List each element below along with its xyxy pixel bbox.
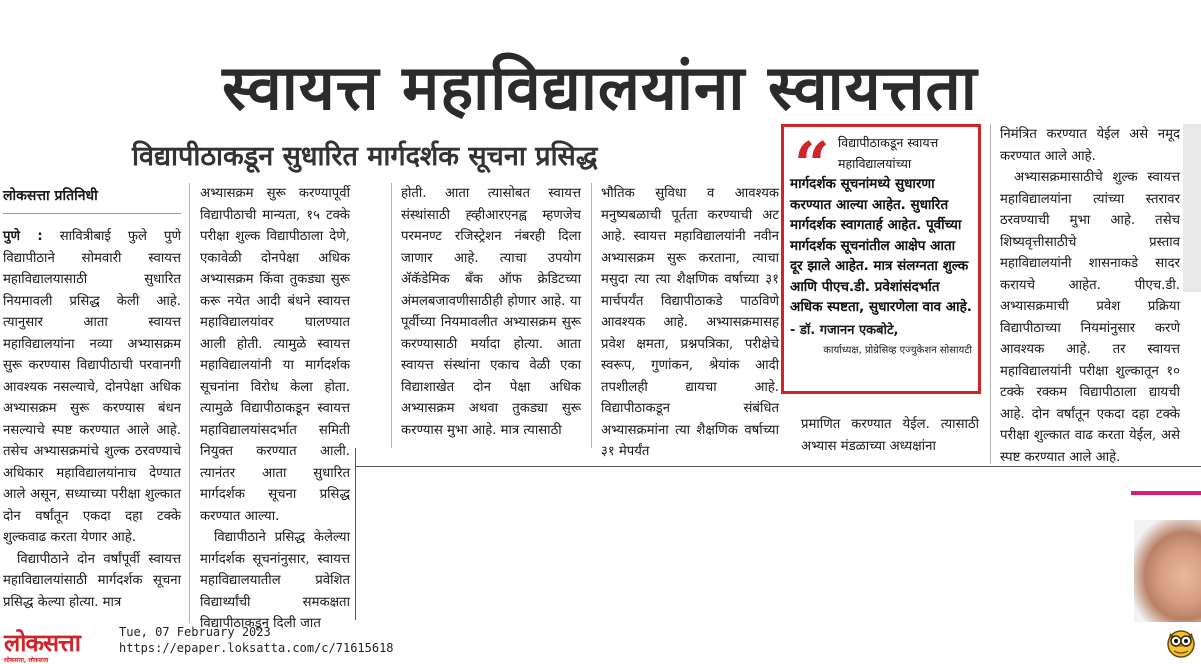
page-edge-strip [1183, 124, 1201, 292]
publication-date: Tue, 07 February 2023 [119, 625, 271, 639]
column-4-paragraph-1: भौतिक सुविधा व आवश्यक मनुष्यबळाची पूर्तता करण्याची अट आहे. स्वायत्त महाविद्यालयांनी नवीन अभ्यासक्रम सुरू करताना, त्याचा मसुदा त्या त्या शैक्षणिक वर्षाच्या ३१ मार्चपर्यंत विद्यापीठाकडे पाठविणे आवश्यक आहे. अभ्यासक्रमासह प्रवेश क्षमता, प्रश्नपत्रिका, परीक्षेचे स्वरूप, गुणांकन, श्रेयांक आदी तपशीलही द्यायचा आहे. विद्यापीठाकडून संबंधित अभ्यासक्रमांना त्या शैक्षणिक वर्षाच्या ३१ मेपर्यंत [601, 186, 779, 459]
pull-quote-lead: विद्यापीठाकडून स्वायत्त महाविद्यालयांच्या [838, 135, 939, 171]
accent-bar [1131, 491, 1201, 495]
article-column-6 [1000, 124, 1180, 468]
column-divider [591, 183, 592, 448]
column-3-paragraph-1: होती. आता त्यासोबत स्वायत्त संस्थांसाठी ह्व्हीआरएनह्व म्हणजेच परमनण्ट रजिस्ट्रेशन नंबरही दिला जाणार आहे. त्याचा उपयोग ॲकॅडेमिक बँक ऑफ क्रेडिटच्या अंमलबजावणीसाठीही होणार आहे. या पूर्वीच्या नियमावलीत अभ्यासक्रम सुरू करण्यासाठी मर्यादा होत्या. आता स्वायत्त संस्थांना एकाच वेळी एका विद्याशाखेत दोन पेक्षा अधिक अभ्यासक्रम अथवा तुकड्या सुरू करण्यास मुभा आहे. मात्र त्यासाठी [401, 186, 581, 438]
column-1-paragraph-1: सावित्रीबाई फुले पुणे विद्यापीठाने सोमवारी स्वायत्त महाविद्यालयासाठी सुधारित नियमावली प्रसिद्ध केली आहे. त्यानुसार आता स्वायत्त महाविद्यालयांना नव्या अभ्यासक्रम सुरू करण्यास विद्यापीठाची परवानगी आवश्यक नसल्याचे, दोनपेक्षा अधिक अभ्यासक्रम सुरू करण्यास बंधन नसल्याचे स्पष्ट करण्यात आले आहे. तसेच अभ्यासक्रमांचे शुल्क ठरवण्याचे अधिकार महाविद्यालयांनाच देण्यात आले असून, सध्याच्या परीक्षा शुल्कात दोन वर्षांतून एकदा दहा टक्के शुल्कवाढ करता येणार आहे. [3, 229, 181, 545]
column-divider [990, 124, 991, 464]
article-column-4 [601, 183, 779, 463]
article-edge-rule [355, 448, 356, 620]
byline: लोकसत्ता प्रतिनिधी [3, 188, 98, 204]
pull-quote-box [781, 124, 981, 394]
article-column-2 [200, 183, 350, 635]
article-bottom-rule [355, 466, 1201, 467]
owl-icon [1165, 624, 1197, 658]
column-divider [189, 183, 190, 623]
logo-text: लोकसत्ता [4, 629, 80, 657]
pull-quote-body: मार्गदर्शक सूचनांमध्ये सुधारणा करण्यात आल्या आहेत. सुधारित मार्गदर्शक स्वागतार्ह आहेत. पूर्वीच्या मार्गदर्शक सूचनांतील आक्षेप आता दूर झाले आहेत. मात्र संलग्नता शुल्क आणि पीएच.डी. प्रवेशांसंदर्भात अधिक स्पष्टता, सुधारणेला वाव आहे. [790, 176, 972, 315]
column-2-paragraph-1: अभ्यासक्रम सुरू करण्यापूर्वी विद्यापीठाची मान्यता, १५ टक्के परीक्षा शुल्क विद्यापीठाला देणे, एकावेळी दोनपेक्षा अधिक अभ्यासक्रम किंवा तुकड्या सुरू करू नयेत आदी बंधने स्वायत्त महाविद्यालयांवर घालण्यात आली होती. त्यामुळे स्वायत्त महाविद्यालयांनी या मार्गदर्शक सूचनांना विरोध केला होता. त्यामुळे विद्यापीठाकडून स्वायत्त महाविद्यालयांसदर्भात समिती नियुक्त करण्यात आली. त्यानंतर आता सुधारित मार्गदर्शक सूचना प्रसिद्ध करण्यात आल्या. [200, 186, 350, 524]
logo-tagline: लोकसत्ता, लोकसत्ता [4, 657, 49, 664]
byline-divider [3, 213, 181, 214]
source-url[interactable]: https://epaper.loksatta.com/c/71615618 [119, 641, 394, 655]
portrait-photo [1134, 520, 1201, 622]
headline: स्वायत्त महाविद्यालयांना स्वायत्तता [222, 51, 978, 124]
quote-author-role: कार्याध्यक्ष, प्रोग्रेसिव्ह एज्युकेशन सोसायटी [823, 344, 972, 356]
column-1-paragraph-2: विद्यापीठाने दोन वर्षांपूर्वी स्वायत्त महाविद्यालयांसाठी मार्गदर्शक सूचना प्रसिद्ध केल्या होत्या. मात्र [3, 551, 181, 610]
column-divider [391, 183, 392, 448]
loksatta-logo [4, 626, 80, 664]
article-column-5 [801, 414, 979, 457]
column-6-paragraph-2: अभ्यासक्रमासाठीचे शुल्क स्वायत्त महाविद्यालयांना त्यांच्या स्तरावर ठरवण्याची मुभा आहे. तसेच शिष्यवृत्तीसाठीचे प्रस्ताव महाविद्यालयांनी शासनाकडे सादर करायचे आहेत. पीएच.डी. अभ्यासक्रमाची प्रवेश प्रक्रिया विद्यापीठाच्या नियमांनुसार करणे आवश्यक आहे. तर स्वायत्त महाविद्यालयांनी परीक्षा शुल्कातून १० टक्के रक्कम विद्यापीठाला द्यायची आहे. दोन वर्षांतून एकदा दहा टक्के परीक्षा शुल्कात वाढ करता येईल, असे स्पष्ट करण्यात आले आहे. [1000, 170, 1180, 465]
subheadline: विद्यापीठाकडून सुधारित मार्गदर्शक सूचना प्रसिद्ध [132, 141, 598, 172]
footer-meta [119, 624, 394, 656]
quote-mark-icon: “ [794, 128, 830, 201]
dateline: पुणे : [3, 229, 43, 244]
column-5-paragraph-1: प्रमाणित करण्यात येईल. त्यासाठी अभ्यास मंडळाच्या अध्यक्षांना [801, 417, 979, 454]
article-column-1 [3, 226, 181, 613]
article-column-3 [401, 183, 581, 441]
column-6-paragraph-1: निमंत्रित करण्यात येईल असे नमूद करण्यात आले आहे. [1000, 127, 1180, 164]
column-2-paragraph-2: विद्यापीठाने प्रसिद्ध केलेल्या मार्गदर्शक सूचनांनुसार, स्वायत्त महाविद्यालयातील प्रवेशित विद्यार्थ्यांची समकक्षता विद्यापीठाकडून दिली जात [200, 530, 350, 631]
quote-author: - डॉ. गजानन एकबोटे, [790, 322, 899, 338]
